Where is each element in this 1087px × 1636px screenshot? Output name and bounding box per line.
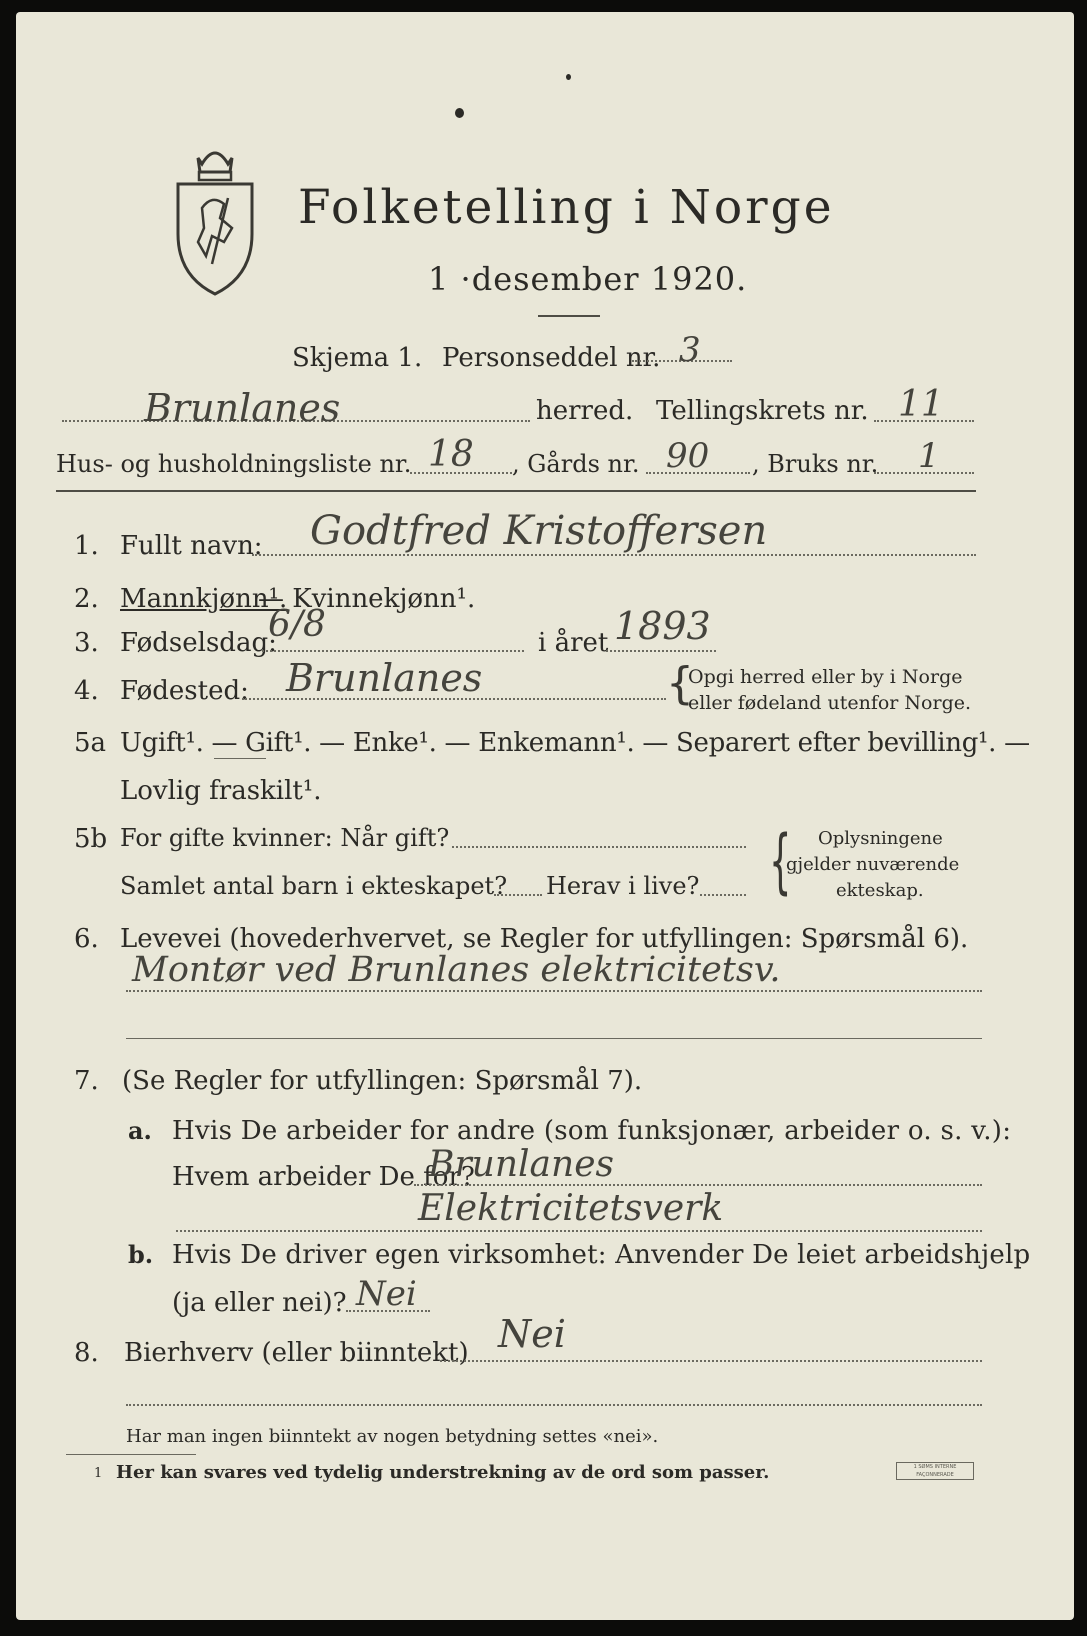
ink-speck	[566, 74, 571, 80]
birth-year-value[interactable]: 1893	[614, 604, 711, 648]
q7a-number: a.	[128, 1116, 152, 1145]
herred-label: herred.	[536, 396, 634, 426]
q7-label: (Se Regler for utfyllingen: Spørsmål 7).	[122, 1066, 643, 1096]
marital-status-options[interactable]: Ugift¹. — Gift¹. — Enke¹. — Enkemann¹. — Separert efter bevilling¹. —	[120, 728, 1030, 758]
bleed-through-text	[376, 104, 381, 122]
no-income-note: Har man ingen biinntekt av nogen betydning settes «nei».	[126, 1426, 659, 1447]
side-income-label: Bierhverv (eller biinntekt)	[124, 1338, 469, 1368]
q8-number: 8.	[74, 1338, 99, 1368]
q2-number: 2.	[74, 584, 99, 614]
q3-number: 3.	[74, 628, 99, 658]
marriage-note-line2: gjelder nuværende	[786, 854, 960, 875]
q7a-label: Hvis De arbeider for andre (som funksjonær, arbeider o. s. v.):	[172, 1116, 1012, 1146]
bruks-value[interactable]: 1	[918, 436, 940, 476]
birth-year-line	[606, 650, 716, 652]
header-divider	[56, 490, 976, 492]
q5a-number: 5a	[74, 728, 107, 758]
norwegian-coat-of-arms-icon	[172, 138, 258, 298]
birthplace-note-line2: eller fødeland utenfor Norge.	[688, 692, 972, 714]
employer-question: Hvem arbeider De for?	[172, 1162, 475, 1192]
full-name-value[interactable]: Godtfred Kristoffersen	[310, 508, 768, 554]
occupation-line-2	[126, 1038, 982, 1039]
form-date: 1 ·desember 1920.	[428, 260, 748, 298]
q7b-label: Hvis De driver egen virksomhet: Anvender De leiet arbeidshjelp	[172, 1240, 1031, 1270]
marital-status-options-2[interactable]: Lovlig fraskilt¹.	[120, 776, 322, 806]
marriage-note-line3: ekteskap.	[836, 880, 924, 901]
title-divider	[538, 315, 600, 317]
employer-line-2	[176, 1230, 982, 1232]
birthday-line	[262, 650, 524, 652]
census-form	[16, 12, 1074, 1620]
herred-value[interactable]: Brunlanes	[144, 386, 341, 430]
printer-stamp: 1 SØMS INTERNE FAÇONNERADE	[896, 1462, 974, 1480]
employer-value-1[interactable]: Brunlanes	[428, 1144, 614, 1185]
married-when-line	[452, 846, 746, 848]
husholdningsliste-label: Hus- og husholdningsliste nr.	[56, 450, 412, 478]
gender-male-option[interactable]: Mannkjønn¹.	[120, 584, 288, 614]
birthday-label: Fødselsdag:	[120, 628, 277, 658]
occupation-label: Levevei (hovederhvervet, se Regler for utfyllingen: Spørsmål 6).	[120, 924, 969, 954]
q7-number: 7.	[74, 1066, 99, 1096]
q1-number: 1.	[74, 531, 99, 561]
side-income-value[interactable]: Nei	[498, 1312, 566, 1356]
bruks-label: , Bruks nr.	[752, 450, 879, 478]
footnote-text: Her kan svares ved tydelig understrekning av de ord som passer.	[116, 1462, 770, 1483]
married-when-label: For gifte kvinner: Når gift?	[120, 824, 450, 852]
children-total-label: Samlet antal barn i ekteskapet?	[120, 872, 508, 900]
ink-speck	[455, 108, 464, 118]
birth-year-label: i året	[538, 628, 609, 658]
full-name-label: Fullt navn:	[120, 531, 263, 561]
side-income-line	[440, 1360, 982, 1362]
full-name-line	[252, 554, 976, 556]
birthplace-label: Fødested:	[120, 676, 249, 706]
schema-label: Skjema 1.	[292, 343, 423, 373]
note-brace: {	[666, 658, 694, 709]
q7b-number: b.	[128, 1240, 154, 1269]
children-alive-line	[700, 894, 746, 896]
q4-number: 4.	[74, 676, 99, 706]
footnote-divider	[66, 1454, 196, 1455]
personseddel-value[interactable]: 3	[679, 330, 701, 370]
occupation-line	[126, 990, 982, 992]
occupation-value[interactable]: Montør ved Brunlanes elektricitetsv.	[132, 950, 781, 990]
gards-value[interactable]: 90	[666, 436, 710, 476]
hired-help-value[interactable]: Nei	[356, 1274, 417, 1314]
form-title: Folketelling i Norge	[298, 180, 835, 235]
q5b-number: 5b	[74, 824, 108, 854]
gards-label: , Gårds nr.	[512, 450, 640, 478]
birthplace-note-line1: Opgi herred eller by i Norge	[688, 666, 963, 688]
side-income-line-2	[126, 1404, 982, 1406]
gender-female-option[interactable]: — Kvinnekjønn¹.	[258, 584, 476, 614]
birthday-value[interactable]: 6/8	[268, 604, 326, 645]
children-total-line	[494, 894, 542, 896]
husholdningsliste-value[interactable]: 18	[428, 434, 474, 475]
personseddel-label: Personseddel nr.	[442, 343, 661, 373]
children-alive-label: Herav i live?	[546, 872, 700, 900]
birthplace-value[interactable]: Brunlanes	[286, 656, 483, 700]
q6-number: 6.	[74, 924, 99, 954]
note-brace: {	[769, 820, 792, 902]
gift-underline	[214, 758, 266, 759]
hired-help-question: (ja eller nei)?	[172, 1288, 347, 1318]
tellingskrets-value[interactable]: 11	[898, 384, 944, 425]
marriage-note-line1: Oplysningene	[818, 828, 943, 849]
employer-value-2[interactable]: Elektricitetsverk	[418, 1188, 724, 1229]
tellingskrets-label: Tellingskrets nr.	[656, 396, 869, 426]
footnote-number: 1	[94, 1466, 103, 1481]
